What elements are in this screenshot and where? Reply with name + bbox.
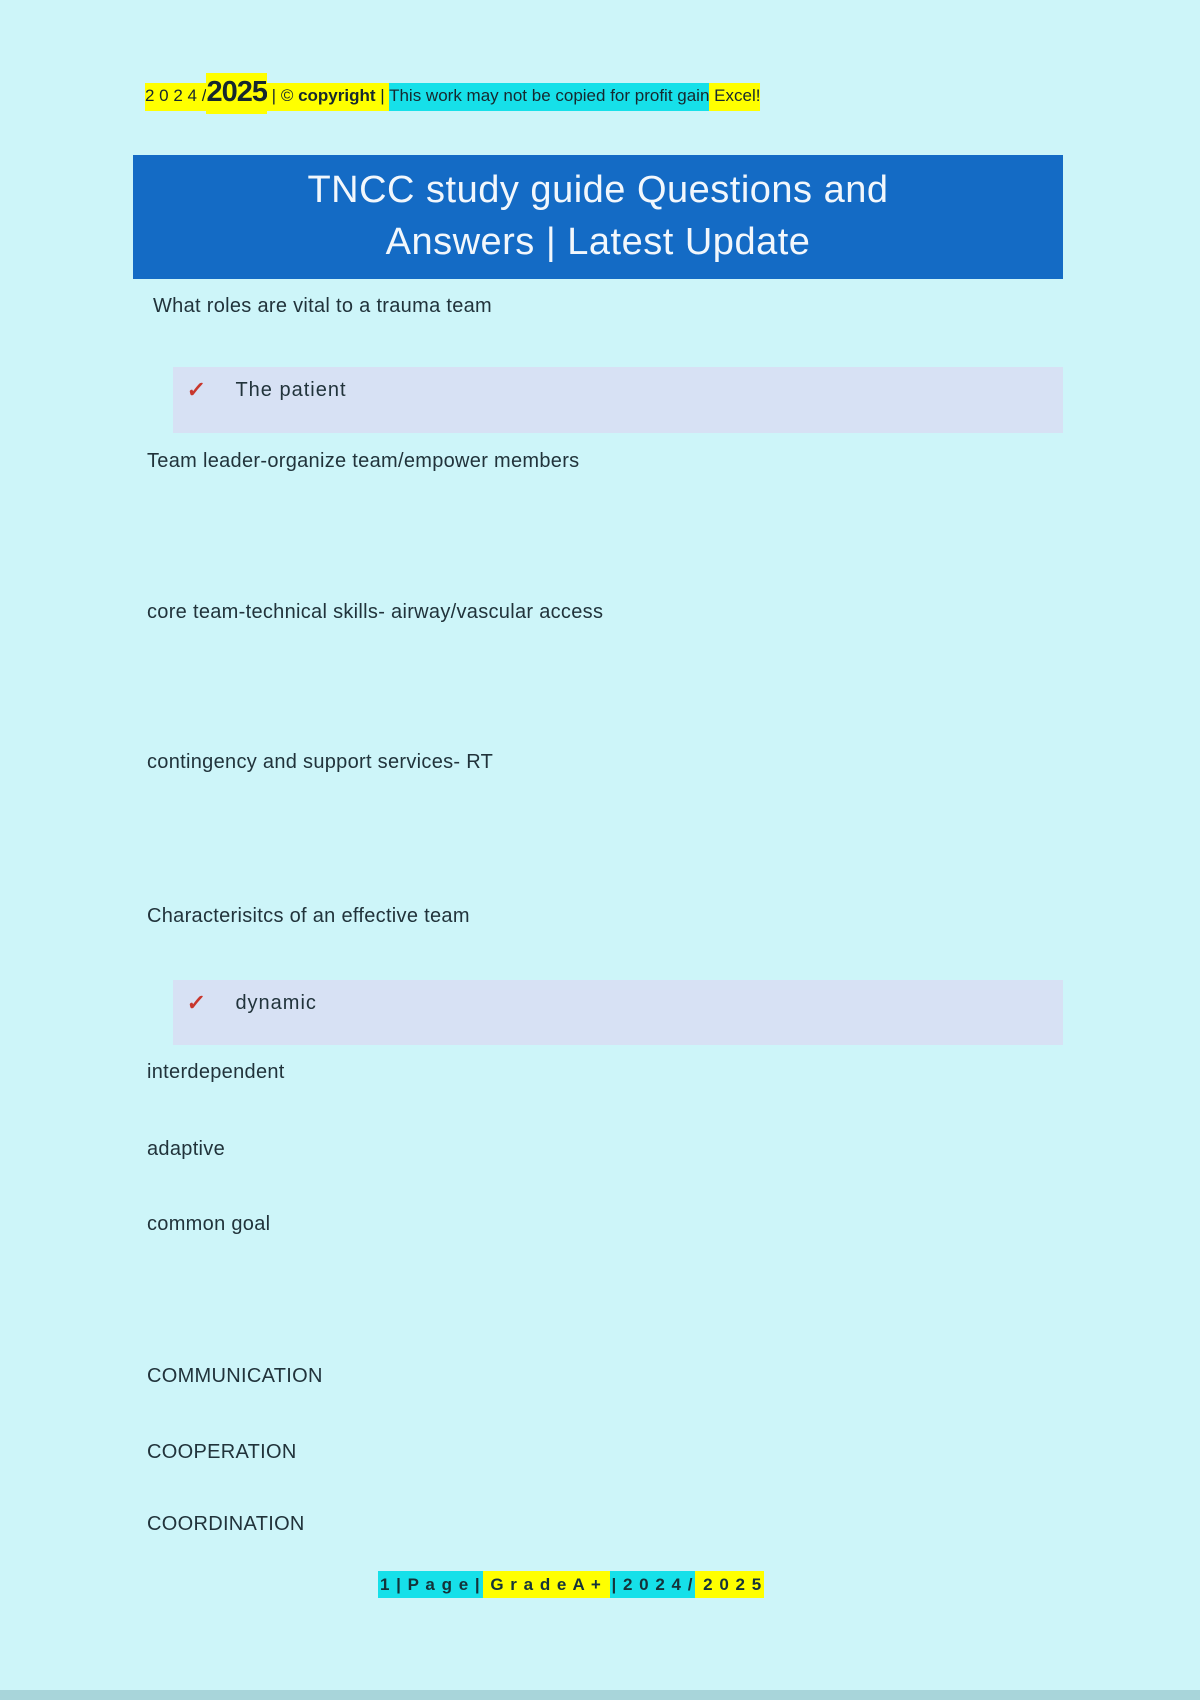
copyright-notice [145, 70, 760, 118]
copyright-year-large: 2025 [206, 73, 267, 114]
note-cooperation: COOPERATION [147, 1441, 297, 1463]
copyright-year-spaced: 2 0 2 4 / [145, 83, 206, 111]
answer-2-text: dynamic [235, 992, 317, 1014]
copyright-symbol: | © [267, 83, 298, 111]
page-title-line2: Answers | Latest Update [385, 221, 811, 263]
question-1: What roles are vital to a trauma team [153, 295, 493, 317]
note-common-goal: common goal [147, 1213, 271, 1235]
footer-year-start: | 2 0 2 4 / [610, 1571, 696, 1598]
note-team-leader: Team leader-organize team/empower members [147, 450, 580, 472]
note-contingency: contingency and support services- RT [147, 751, 494, 773]
checkmark-icon: ✓ [185, 377, 207, 402]
footer-page-number: 1 | P a g e | [378, 1571, 483, 1598]
note-core-team: core team-technical skills- airway/vascular access [147, 601, 604, 623]
footer-year-end: 2 0 2 5 [695, 1571, 764, 1598]
note-coordination: COORDINATION [147, 1513, 305, 1535]
answer-row-2 [173, 980, 1063, 1045]
note-adaptive: adaptive [147, 1138, 226, 1160]
copyright-separator: | [376, 83, 390, 111]
title-banner [133, 155, 1063, 279]
answer-row-1 [173, 367, 1063, 433]
note-communication: COMMUNICATION [147, 1365, 323, 1387]
copyright-word: copyright [298, 83, 375, 111]
note-interdependent: interdependent [147, 1061, 285, 1083]
excel-brand: Excel! [709, 83, 760, 111]
page-footer [378, 1570, 764, 1600]
no-copy-warning: This work may not be copied for profit gain [389, 83, 709, 111]
answer-1-text: The patient [235, 379, 347, 401]
footer-grade: G r a d e A + [483, 1571, 610, 1598]
checkmark-icon: ✓ [185, 990, 207, 1015]
page-title-line1: TNCC study guide Questions and [307, 169, 889, 211]
page-bottom-edge [0, 1690, 1200, 1700]
question-2: Characterisitcs of an effective team [147, 905, 470, 927]
